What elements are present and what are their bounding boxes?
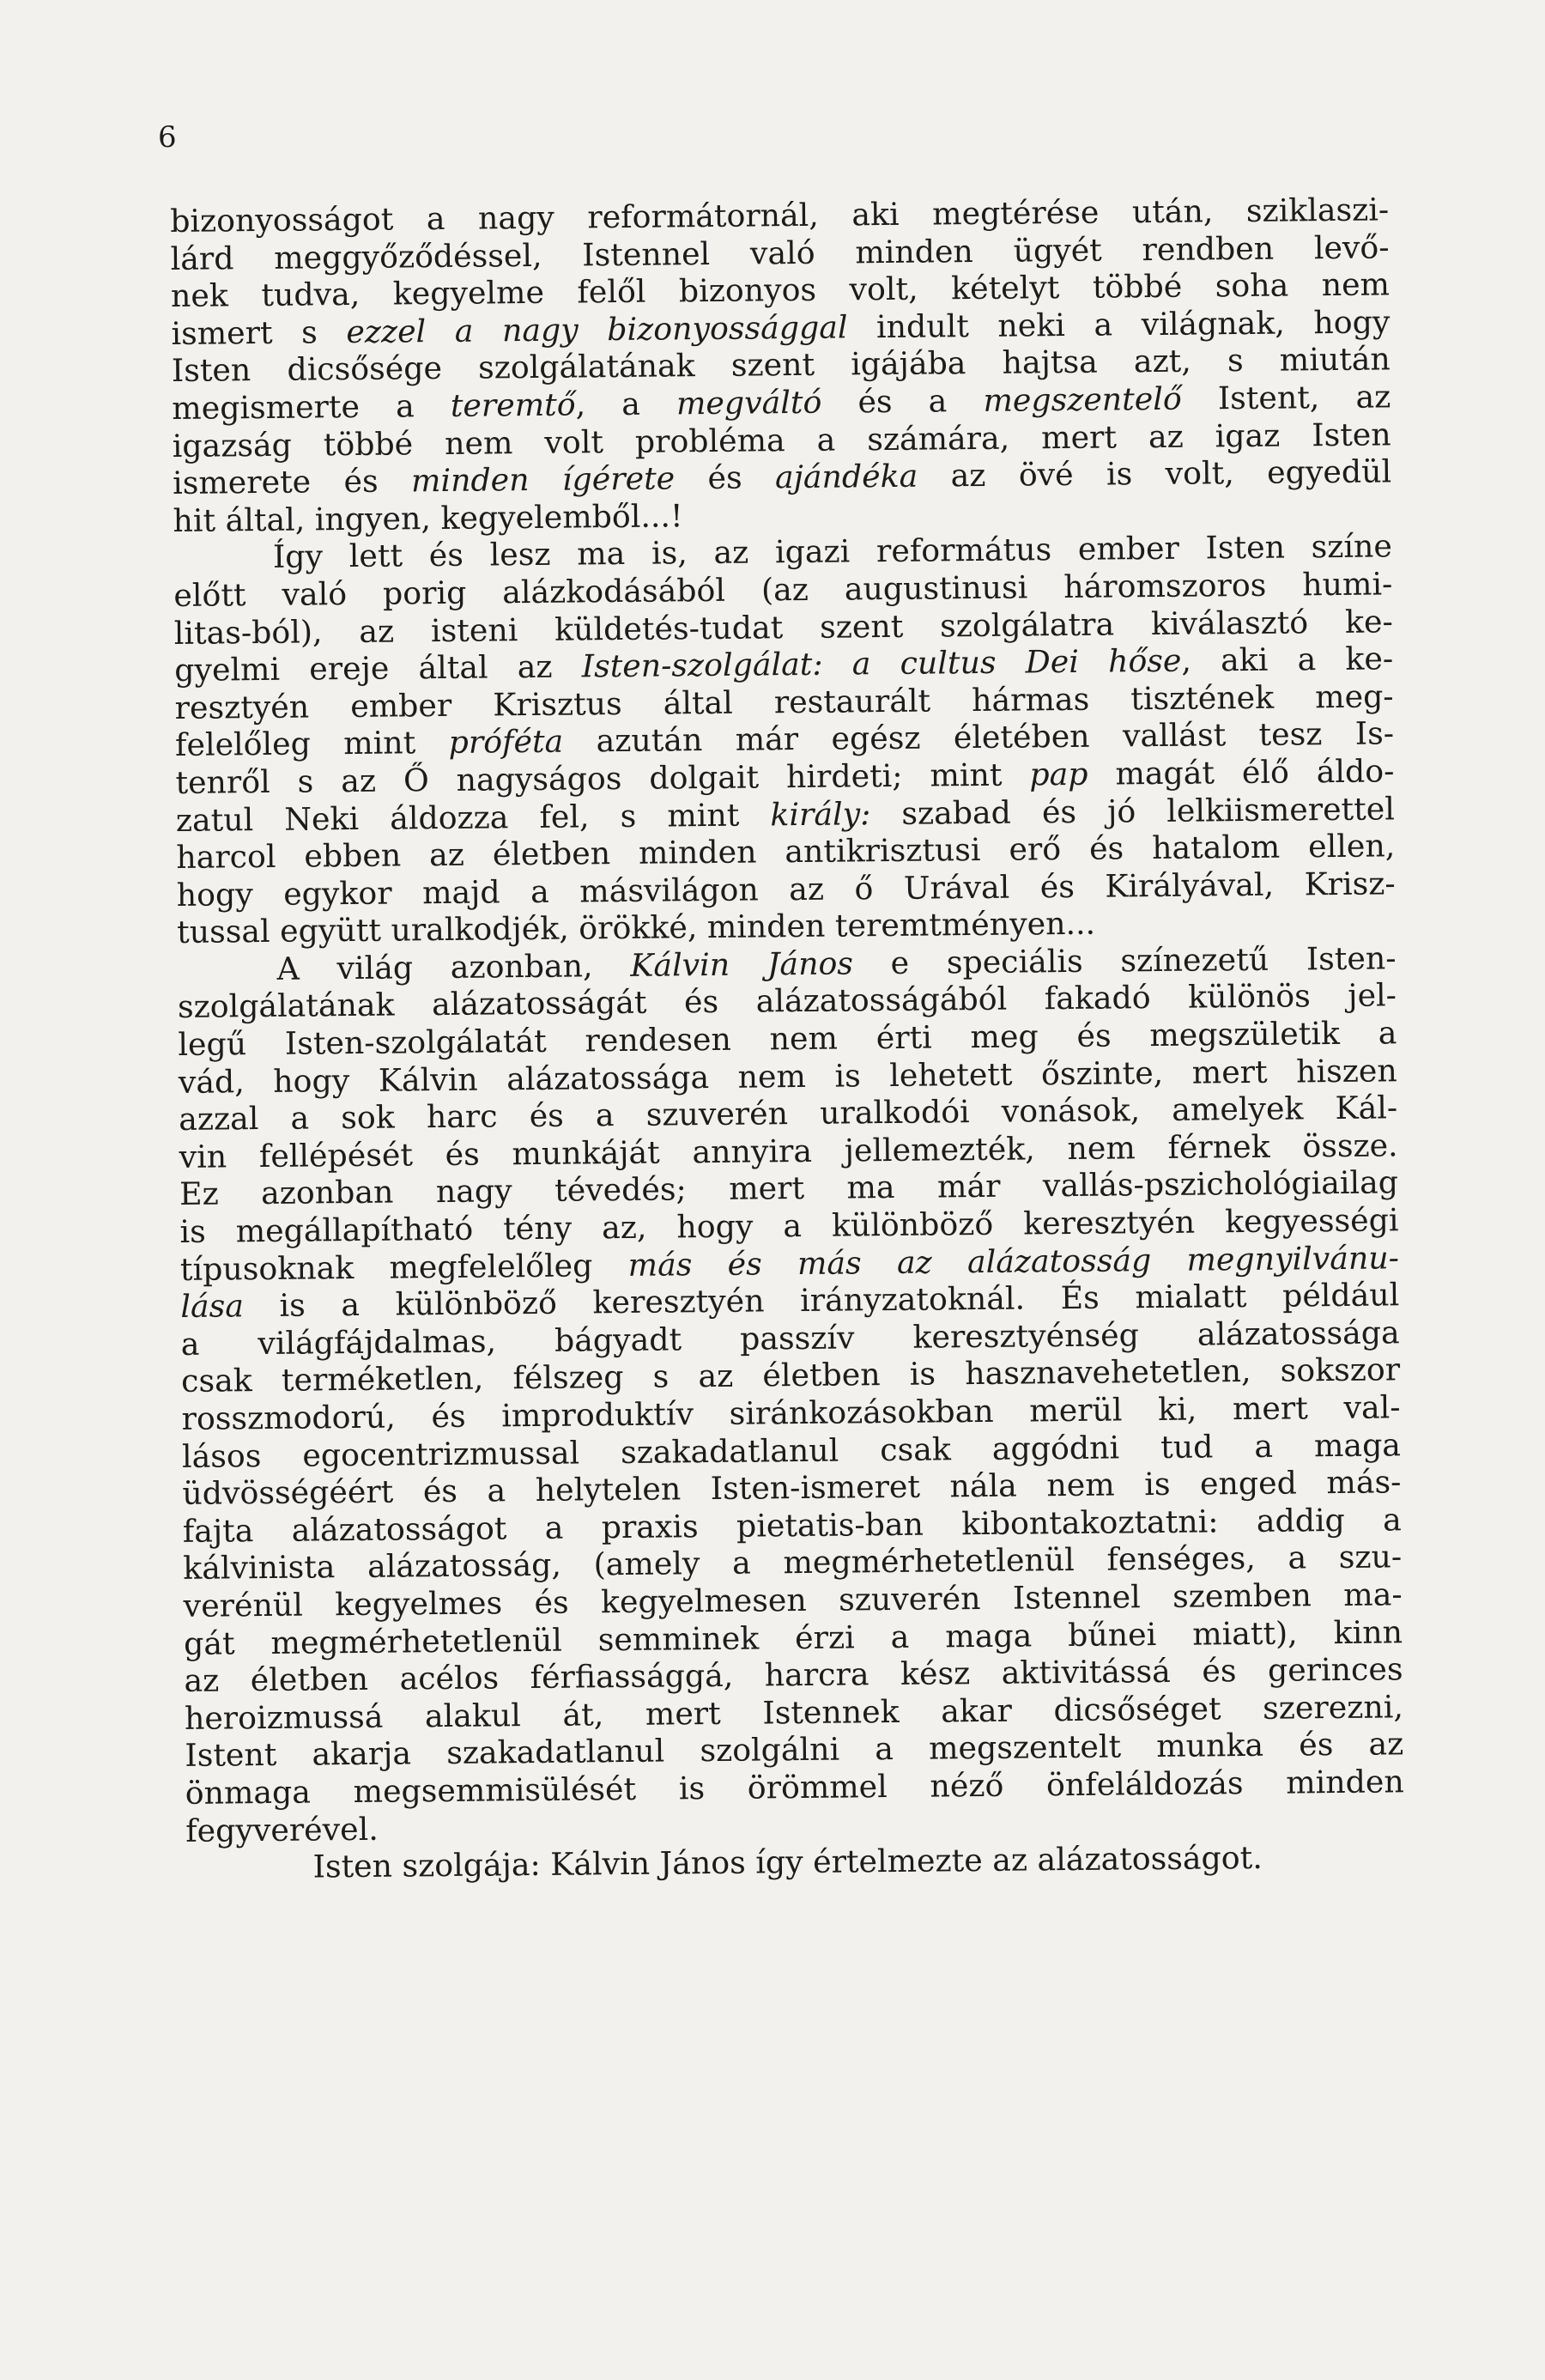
text-run: rosszmodorú, és improduktív siránkozásokban merül ki, mert val-: [181, 1388, 1401, 1437]
text-run: tenről s az Ő nagyságos dolgait hirdeti; mint: [175, 756, 1030, 801]
text-run: fajta alázatosságot a praxis pietatis-ban kibontakoztatni: addig a: [182, 1501, 1402, 1550]
text-run: Istent akarja szakadatlanul szolgálni a megszentelt munka és az: [185, 1725, 1404, 1775]
text-run: hogy egykor majd a másvilágon az ő Urával és Királyával, Krisz-: [176, 865, 1396, 914]
text-run: zatul Neki áldozza fel, s mint: [175, 795, 771, 839]
body-text: [170, 191, 1405, 1886]
text-run: indult neki a világnak, hogy: [847, 303, 1390, 346]
text-run: kálvinista alázatosság, (amely a megmérhetetlenül fenséges, a szu-: [183, 1538, 1403, 1588]
text-run: Így lett és lesz ma is, az igazi református ember Isten színe: [272, 527, 1393, 576]
text-run: magát élő áldo-: [1088, 752, 1395, 792]
text-run: ismert s: [171, 313, 347, 352]
text-run: legű Isten-szolgálatát rendesen nem érti meg és megszületik a: [178, 1014, 1397, 1064]
text-run: a világfájdalmas, bágyadt passzív keresztyénség alázatossága: [180, 1314, 1400, 1363]
paragraph: [170, 191, 1392, 539]
italic-text: Kálvin János: [630, 944, 854, 984]
text-run: típusoknak megfelelőleg: [179, 1246, 628, 1288]
text-run: azután már egész életében vallást tesz Is-: [562, 714, 1395, 760]
text-run: önmaga megsemmisülését is örömmel néző önfeláldozás minden: [185, 1763, 1404, 1812]
text-run: szabad és jó lelkiismerettel: [870, 789, 1396, 832]
text-run: , a: [575, 385, 677, 423]
text-run: megismerte a: [172, 386, 451, 427]
text-run: lárd meggyőződéssel, Istennel való minden ügyét rendben levő-: [170, 228, 1390, 277]
paragraph: [177, 939, 1404, 1849]
text-run: Istent, az: [1181, 378, 1391, 417]
text-run: resztyén ember Krisztus által restaurált hármas tisztének meg-: [174, 677, 1394, 726]
paragraph: [173, 528, 1397, 951]
italic-text: lása: [180, 1287, 245, 1326]
text-run: vin fellépését és munkáját annyira jellemezték, nem férnek össze.: [179, 1126, 1398, 1175]
italic-text: király:: [770, 794, 871, 833]
text-run: gát megmérhetetlenül semminek érzi a maga bűnei miatt), kinn: [183, 1612, 1403, 1662]
text-run: hit által, ingyen, kegyelemből...!: [173, 497, 683, 539]
text-run: azzal a sok harc és a szuverén uralkodói vonások, amelyek Kál-: [179, 1089, 1398, 1138]
text-run: és a: [821, 381, 984, 421]
text-run: csak terméketlen, félszeg s az életben is hasznavehetetlen, sokszor: [180, 1351, 1401, 1400]
text-run: is megállapítható tény az, hogy a különböző keresztyén kegyességi: [179, 1201, 1399, 1250]
italic-text: Isten-szolgálat: a cultus Dei hőse: [581, 641, 1182, 685]
text-run: heroizmussá alakul át, mert Istennek akar dicsőséget szerezni,: [184, 1688, 1404, 1737]
italic-text: ajándéka: [774, 457, 918, 496]
italic-text: más és más az alázatosság megnyilvánu-: [627, 1238, 1400, 1284]
text-run: is a különböző keresztyén irányzatoknál. És mialatt például: [243, 1276, 1400, 1325]
text-run: Isten dicsősége szolgálatának szent igájába hajtsa azt, s miután: [171, 340, 1391, 390]
text-run: Isten szolgája: Kálvin János így értelmezte az alázatosságot.: [312, 1838, 1263, 1885]
text-run: előtt való porig alázkodásából (az augustinusi háromszoros humi-: [173, 565, 1393, 614]
italic-text: próféta: [448, 722, 564, 762]
text-run: e speciális színezetű Isten-: [852, 939, 1397, 982]
italic-text: minden ígérete: [410, 459, 676, 500]
text-run: vád, hogy Kálvin alázatossága nem is lehetett őszinte, mert hiszen: [178, 1051, 1397, 1101]
text-run: bizonyosságot a nagy reformátornál, aki megtérése után, sziklaszi-: [170, 191, 1390, 240]
text-run: gyelmi ereje által az: [174, 647, 582, 689]
text-run: verénül kegyelmes és kegyelmesen szuverén Istennel szemben ma-: [183, 1576, 1403, 1624]
text-run: igazság többé nem volt probléma a számára, mert az igaz Isten: [172, 415, 1391, 464]
text-run: nek tudva, kegyelme felől bizonyos volt, kételyt többé soha nem: [170, 265, 1390, 315]
text-run: fegyverével.: [185, 1810, 379, 1849]
text-run: lásos egocentrizmussal szakadatlanul csak aggódni tud a maga: [181, 1425, 1402, 1475]
text-run: ismerete és: [172, 462, 412, 502]
text-run: Ez azonban nagy tévedés; mert ma már vallás-pszichológiailag: [179, 1163, 1399, 1213]
text-run: az övé is volt, egyedül: [918, 452, 1392, 495]
italic-text: megváltó: [676, 383, 822, 422]
text-run: , aki a ke-: [1181, 640, 1394, 679]
text-run: felelőleg mint: [174, 724, 449, 764]
text-run: tussal együtt uralkodjék, örökké, minden teremtményen...: [176, 904, 1096, 951]
text-run: A világ azonban,: [276, 946, 631, 987]
text-run: az életben acélos férfiassággá, harcra kész aktivitássá és gerinces: [184, 1650, 1403, 1700]
page-number: 6: [158, 120, 177, 155]
italic-text: ezzel a nagy bizonyossággal: [346, 308, 848, 350]
text-run: litas-ból), az isteni küldetés-tudat szent szolgálatra kiválasztó ke-: [173, 602, 1393, 652]
text-run: és: [674, 458, 776, 497]
text-run: üdvösségéért és a helytelen Isten-ismeret nála nem is enged más-: [182, 1463, 1402, 1513]
text-run: harcol ebben az életben minden antikrisztusi erő és hatalom ellen,: [176, 827, 1396, 877]
italic-text: megszentelő: [983, 379, 1182, 419]
text-run: szolgálatának alázatosságát és alázatosságából fakadó különös jel-: [177, 976, 1397, 1026]
italic-text: teremtő: [450, 386, 576, 424]
italic-text: pap: [1029, 755, 1088, 793]
